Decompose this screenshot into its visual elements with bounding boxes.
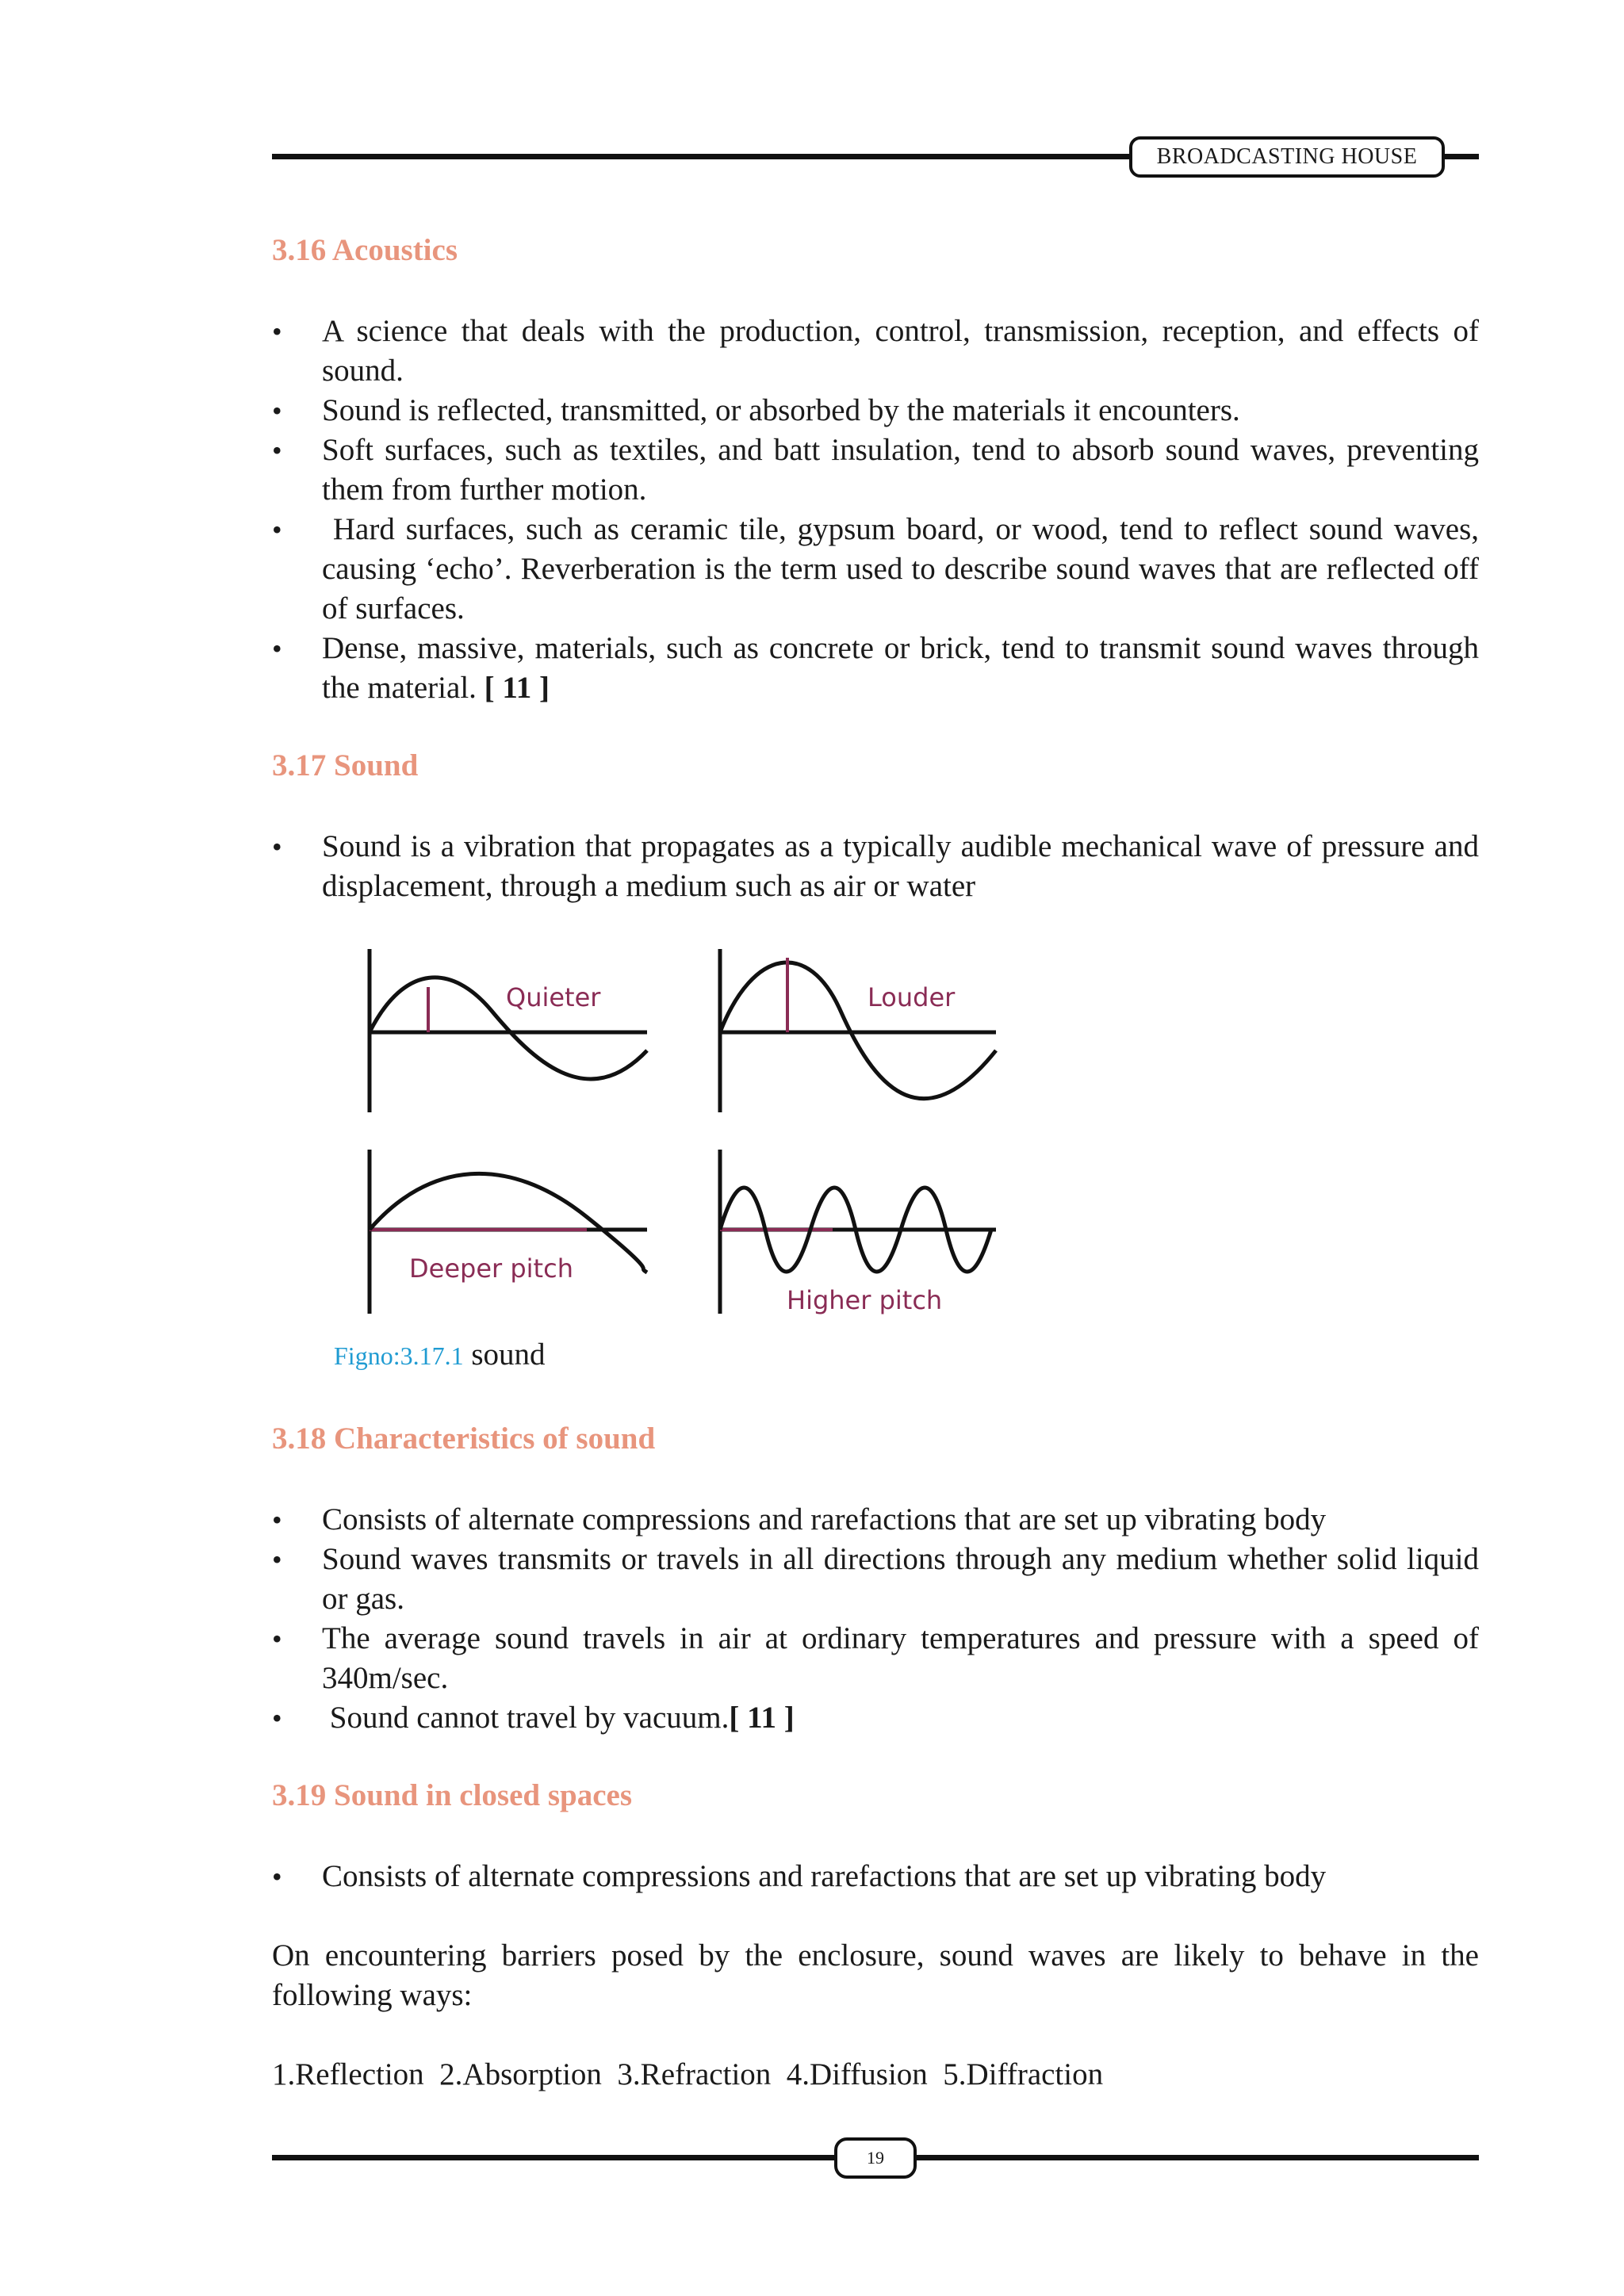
characteristics-list (272, 1500, 1479, 1738)
list-item: • Sound is reflected, transmitted, or absorbed by the materials it encounters. (272, 391, 1479, 430)
closed-spaces-list (272, 1857, 1479, 1896)
list-item: • Consists of alternate compressions and rarefactions that are set up vibrating body (272, 1500, 1479, 1540)
sound-wave-figure (349, 932, 1015, 1320)
quieter-wave-panel (370, 949, 647, 1112)
citation-ref: [ 11 ] (484, 671, 550, 705)
citation-ref: [ 11 ] (729, 1701, 795, 1735)
louder-label: Louder (868, 982, 956, 1012)
section-heading-characteristics: 3.18 Characteristics of sound (272, 1422, 656, 1456)
acoustics-list (272, 312, 1487, 708)
page-number: 19 (834, 2137, 917, 2179)
list-item: • A science that deals with the production, control, transmission, reception, and effects of sound. (272, 312, 1479, 391)
list-item: • Soft surfaces, such as textiles, and batt insulation, tend to absorb sound waves, preventing them from further motion. (272, 430, 1479, 510)
list-item: • The average sound travels in air at ordinary temperatures and pressure with a speed of 340m/sec. (272, 1619, 1479, 1698)
behaviour-list-line: 1.Reflection 2.Absorption 3.Refraction 4.Diffusion 5.Diffraction (272, 2057, 1104, 2091)
section-heading-closed-spaces: 3.19 Sound in closed spaces (272, 1778, 633, 1812)
section-heading-sound: 3.17 Sound (272, 748, 419, 783)
list-item-text: Dense, massive, materials, such as concrete or brick, tend to transmit sound waves through the material. (322, 631, 1479, 705)
figure-number: Figno:3.17.1 (334, 1341, 464, 1370)
section-heading-acoustics: 3.16 Acoustics (272, 233, 458, 267)
higher-pitch-label: Higher pitch (787, 1285, 943, 1315)
list-item: • Consists of alternate compressions and rarefactions that are set up vibrating body (272, 1857, 1479, 1896)
list-item: • Sound is a vibration that propagates as a typically audible mechanical wave of pressure and displacement, through a medium such as air or water (272, 827, 1479, 906)
sound-list (272, 827, 1479, 906)
list-item-text: Sound cannot travel by vacuum. (322, 1701, 730, 1735)
deeper-pitch-wave-panel (370, 1150, 647, 1314)
deeper-pitch-label: Deeper pitch (409, 1253, 573, 1284)
figure-caption-text: sound (463, 1337, 546, 1372)
list-item: • Hard surfaces, such as ceramic tile, gypsum board, or wood, tend to reflect sound waves, causing ‘echo’. Reverberation is the term used to describe sound waves that are reflected off of surfaces. (272, 510, 1479, 629)
list-item (272, 1698, 1479, 1738)
louder-wave-panel (720, 949, 996, 1112)
list-item (272, 629, 1479, 708)
list-item: • Sound waves transmits or travels in all directions through any medium whether solid liquid or gas. (272, 1540, 1479, 1619)
figure-caption (334, 1335, 546, 1376)
closed-spaces-paragraph: On encountering barriers posed by the enclosure, sound waves are likely to behave in the following ways: (272, 1938, 1479, 2012)
header-title: BROADCASTING HOUSE (1129, 136, 1445, 178)
quieter-label: Quieter (506, 982, 601, 1012)
higher-pitch-wave-panel (720, 1150, 996, 1315)
